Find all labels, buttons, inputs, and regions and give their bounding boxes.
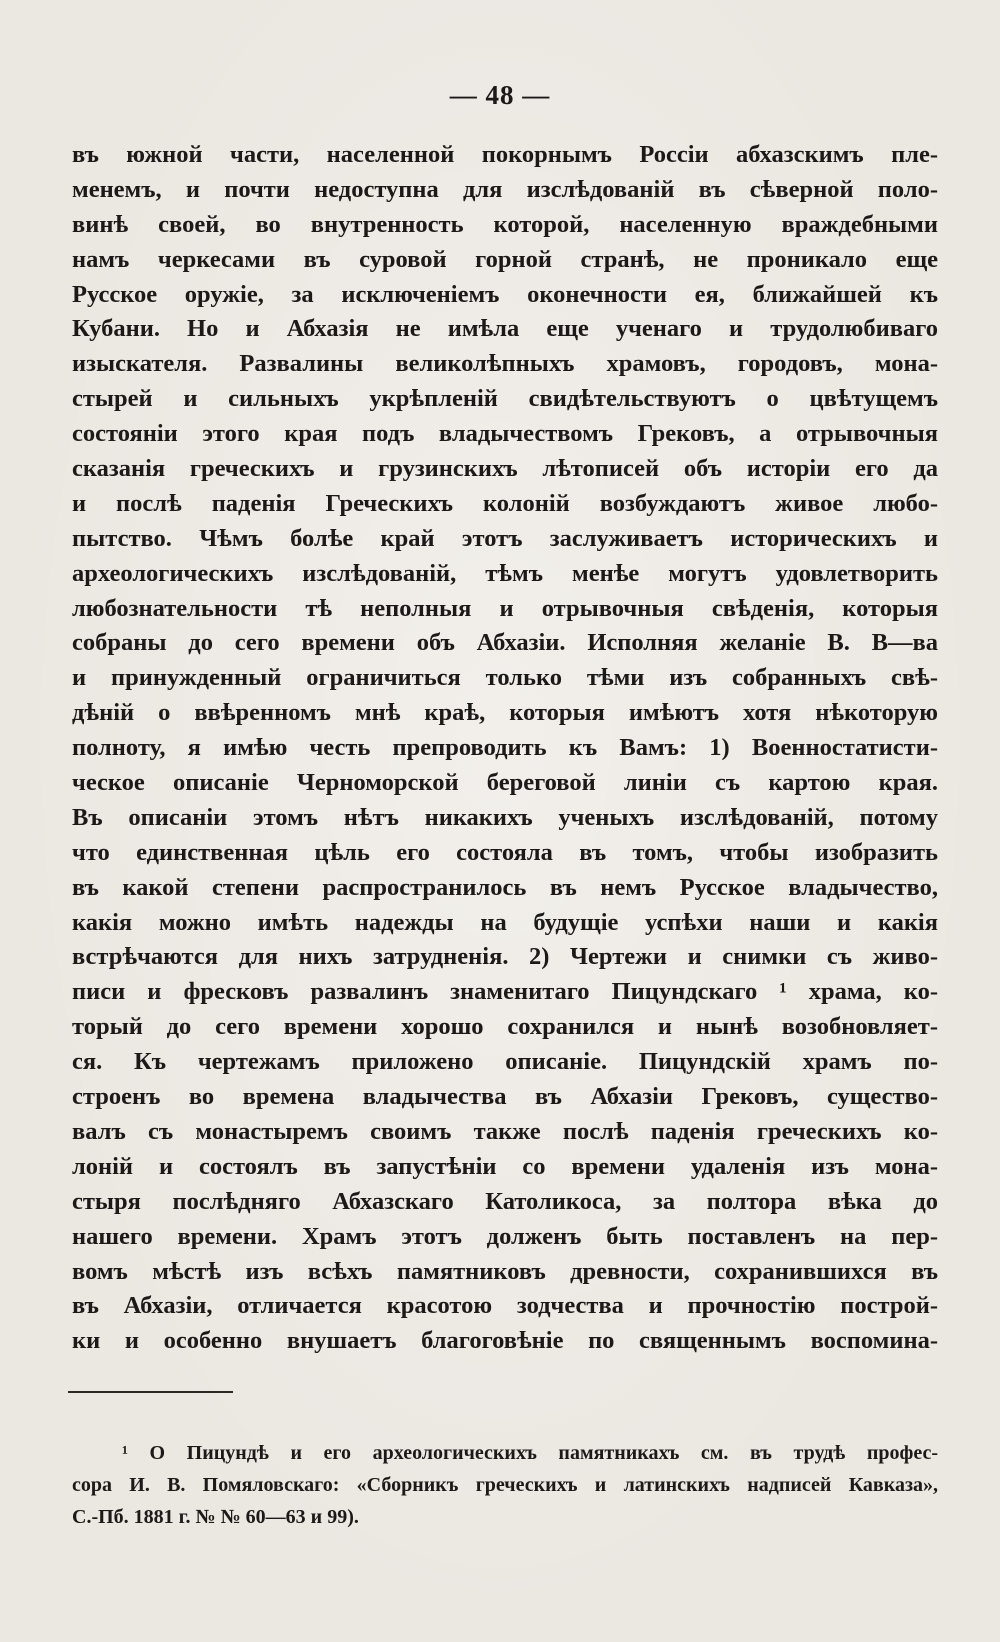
text-line: намъ черкесами въ суровой горной странѣ, не проникало еще (72, 245, 938, 273)
footnote-line: сора И. В. Помяловскаго: «Сборникъ греческихъ и латинскихъ надписей Кавказа», (72, 1474, 938, 1496)
text-line: Кубани. Но и Абхазія не имѣла еще ученаго и трудолюбиваго (72, 315, 938, 343)
text-line: и принужденный ограничиться только тѣми изъ собранныхъ свѣ- (72, 664, 938, 692)
text-line: ся. Къ чертежамъ приложено описаніе. Пицундскій храмъ по- (72, 1048, 938, 1076)
text-line: и послѣ паденія Греческихъ колоній возбуждаютъ живое любо- (72, 489, 938, 517)
footnote (72, 1437, 938, 1533)
footnote-line: ¹ О Пицундѣ и его археологическихъ памятникахъ см. въ трудѣ профес- (122, 1442, 938, 1464)
text-line: встрѣчаются для нихъ затрудненія. 2) Чертежи и снимки съ живо- (72, 943, 938, 971)
text-line: любознательности тѣ неполныя и отрывочныя свѣденія, которыя (72, 594, 938, 622)
text-line: Въ описаніи этомъ нѣтъ никакихъ ученыхъ изслѣдованій, потому (72, 803, 938, 831)
text-line: торый до сего времени хорошо сохранился и нынѣ возобновляет- (72, 1013, 938, 1041)
text-line: винѣ своей, во внутренность которой, населенную враждебными (72, 210, 938, 238)
text-line: стыря послѣдняго Абхазскаго Католикоса, за полтора вѣка до (72, 1187, 938, 1215)
text-line: менемъ, и почти недоступна для изслѣдованій въ сѣверной поло- (72, 175, 938, 203)
text-line: вомъ мѣстѣ изъ всѣхъ памятниковъ древности, сохранившихся въ (72, 1257, 938, 1285)
text-line: ческое описаніе Черноморской береговой линіи съ картою края. (72, 769, 938, 797)
text-line: валъ съ монастыремъ своимъ также послѣ паденія греческихъ ко- (72, 1117, 938, 1145)
text-line: полноту, я имѣю честь препроводить къ Вамъ: 1) Военностатисти- (72, 734, 938, 762)
text-line: состояніи этого края подъ владычествомъ Грековъ, а отрывочныя (72, 420, 938, 448)
footnote-line: С.-Пб. 1881 г. № № 60—63 и 99). (72, 1506, 359, 1528)
text-line: нашего времени. Храмъ этотъ долженъ быть поставленъ на пер- (72, 1222, 938, 1250)
text-line: въ какой степени распространилось въ немъ Русское владычество, (72, 873, 938, 901)
page-number: — 48 — (449, 80, 551, 110)
text-line: пытство. Чѣмъ болѣе край этотъ заслуживаетъ историческихъ и (72, 524, 938, 552)
text-line: какія можно имѣть надежды на будущіе успѣхи наши и какія (72, 908, 938, 936)
text-line: стырей и сильныхъ укрѣпленій свидѣтельствуютъ о цвѣтущемъ (72, 385, 938, 413)
text-line: писи и фресковъ развалинъ знаменитаго Пицундскаго ¹ храма, ко- (72, 978, 938, 1006)
text-line: въ южной части, населенной покорнымъ Россіи абхазскимъ пле- (72, 141, 938, 168)
body-text (72, 138, 938, 1359)
text-line: собраны до сего времени объ Абхазіи. Исполняя желаніе В. В—ва (72, 629, 938, 657)
text-line: строенъ во времена владычества въ Абхазіи Грековъ, существо- (72, 1083, 938, 1111)
text-line: лоній и состоялъ въ запустѣніи со времени удаленія изъ мона- (72, 1152, 938, 1180)
text-line: ки и особенно внушаетъ благоговѣніе по священнымъ воспомина- (72, 1327, 938, 1355)
footnote-separator (68, 1391, 233, 1393)
text-line: Русское оружіе, за исключеніемъ оконечности ея, ближайшей къ (72, 280, 938, 308)
text-line: въ Абхазіи, отличается красотою зодчества и прочностію построй- (72, 1292, 938, 1320)
text-line: дѣній о ввѣренномъ мнѣ краѣ, которыя имѣютъ хотя нѣкоторую (72, 699, 938, 727)
text-line: археологическихъ изслѣдованій, тѣмъ менѣе могутъ удовлетворить (72, 559, 938, 587)
text-line: сказанія греческихъ и грузинскихъ лѣтописей объ исторіи его да (72, 455, 938, 483)
text-line: что единственная цѣль его состояла въ томъ, чтобы изобразить (72, 838, 938, 866)
text-line: изыскателя. Развалины великолѣпныхъ храмовъ, городовъ, мона- (72, 350, 938, 378)
